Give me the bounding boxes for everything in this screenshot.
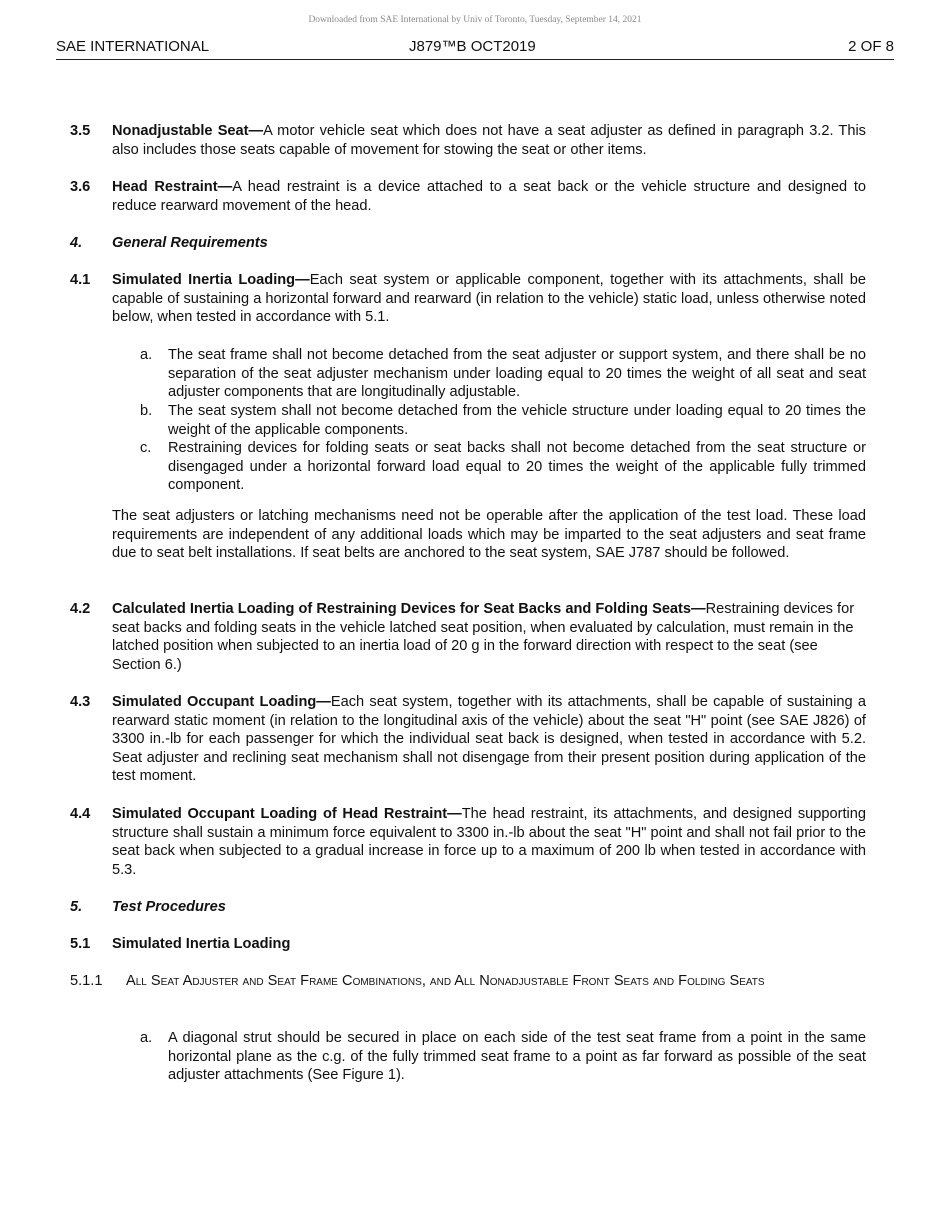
section-number: 3.6 [70,179,91,195]
header-document-id: J879™B OCT2019 [409,38,536,55]
section-title: General Requirements [112,235,268,251]
section-number: 4.3 [70,694,91,710]
section-title: Simulated Occupant Loading of Head Restraint— [112,806,462,822]
section-number: 3.5 [70,123,91,139]
section-body [112,693,866,786]
list-text: A diagonal strut should be secured in place on each side of the test seat frame from a point in the same horizontal plane as the c.g. of the fully trimmed seat frame to a point as far forward as possible of the seat adjuster attachments (See Figure 1). [168,1030,866,1083]
section-body [112,271,866,327]
section-title: Nonadjustable Seat— [112,123,264,139]
section-title: Head Restraint— [112,179,233,195]
section-number: 5.1.1 [70,973,103,989]
list-marker: b. [140,403,153,419]
section-body [112,122,866,159]
download-watermark: Downloaded from SAE International by Univ of Toronto, Tuesday, September 14, 2021 [308,15,642,25]
list-marker: a. [140,347,153,363]
section-5-1-1 [70,972,866,991]
section-text: Each seat system or applicable component, together with its attachments, shall be capable of sustaining a horizontal forward and rearward (in relation to the vehicle) static load, unless otherwise noted below, when tested in accordance with 5.1. [112,272,867,325]
section-title: All Seat Adjuster and Seat Frame Combinations, and All Nonadjustable Front Seats and Folding Seats [126,973,765,989]
section-title: Calculated Inertia Loading of Restraining Devices for Seat Backs and Folding Seats— [112,601,706,617]
section-title: Test Procedures [112,899,226,915]
section-title: Simulated Occupant Loading— [112,694,331,710]
list-item [140,402,866,439]
section-title: Simulated Inertia Loading— [112,272,310,288]
section-3-5 [70,122,866,159]
section-text: A motor vehicle seat which does not have a seat adjuster as defined in paragraph 3.2. This also includes those seats capable of movement for stowing the seat or other items. [112,123,866,158]
list-text: The seat frame shall not become detached from the seat adjuster or support system, and there shall be no separation of the seat adjuster mechanism under loading equal to 20 times the weight of all seat and seat adjuster components that are longitudinally adjustable. [168,347,866,400]
paragraph: The seat adjusters or latching mechanisms need not be operable after the application of the test load. These load requirements are independent of any additional loads which may be imparted to the seat adjusters and seat frame due to seat belt installations. If seat belts are anchored to the seat system, SAE J787 should be followed. [112,508,866,561]
header-organization: SAE INTERNATIONAL [56,38,210,55]
section-4-1 [70,271,866,327]
section-text: Each seat system, together with its attachments, shall be capable of sustaining a rearward static moment (in relation to the longitudinal axis of the vehicle) about the seat "H" point (see SAE J826) of 3300 in.-lb for each passenger for which the individual seat back is designed, when tested in accordance with 5.2. Seat adjuster and reclining seat mechanism shall not disengage from their present position during application of the test moment. [112,694,867,784]
header-page-number: 2 OF 8 [848,38,894,55]
section-title: Simulated Inertia Loading [112,936,291,952]
list-text: The seat system shall not become detached from the vehicle structure under loading equal to 20 times the weight of the applicable components. [168,403,866,438]
section-4-heading [70,234,866,253]
header-rule [56,59,894,60]
section-number: 4.2 [70,601,91,617]
list-text: Restraining devices for folding seats or seat backs shall not become detached from the seat structure or disengaged under a horizontal forward load equal to 20 times the weight of the applicable fully trimmed component. [168,440,866,493]
section-body [112,600,866,674]
section-number: 5.1 [70,936,91,952]
section-number: 4.4 [70,806,91,822]
section-number: 4. [70,235,83,251]
section-text: The head restraint, its attachments, and designed supporting structure shall sustain a minimum force equivalent to 3300 in.-lb about the seat "H" point and shall not fail prior to the seat back when subjected to a gradual increase in force up to a maximum of 200 lb when tested in accordance with 5.3. [112,806,867,878]
section-body [112,178,866,215]
list-marker: a. [140,1030,153,1046]
list-item [140,346,866,402]
section-3-6 [70,178,866,215]
list-item [140,439,866,495]
list-item [140,1029,866,1085]
section-number: 5. [70,899,83,915]
section-text: Restraining devices for seat backs and folding seats in the vehicle latched seat position, when evaluated by calculation, must remain in the latched position when subjected to an inertia load of 20 g in the forward direction with respect to the seat (see Section 6.) [112,601,855,673]
section-5-1 [70,935,866,954]
section-4-4 [70,805,866,879]
section-text: A head restraint is a device attached to a seat back or the vehicle structure and designed to reduce rearward movement of the head. [112,179,866,214]
section-4-1-note [70,507,866,563]
section-number: 4.1 [70,272,91,288]
section-body [112,805,866,879]
list-marker: c. [140,440,152,456]
section-4-3 [70,693,866,786]
section-4-2 [70,600,866,674]
section-5-heading [70,898,866,917]
